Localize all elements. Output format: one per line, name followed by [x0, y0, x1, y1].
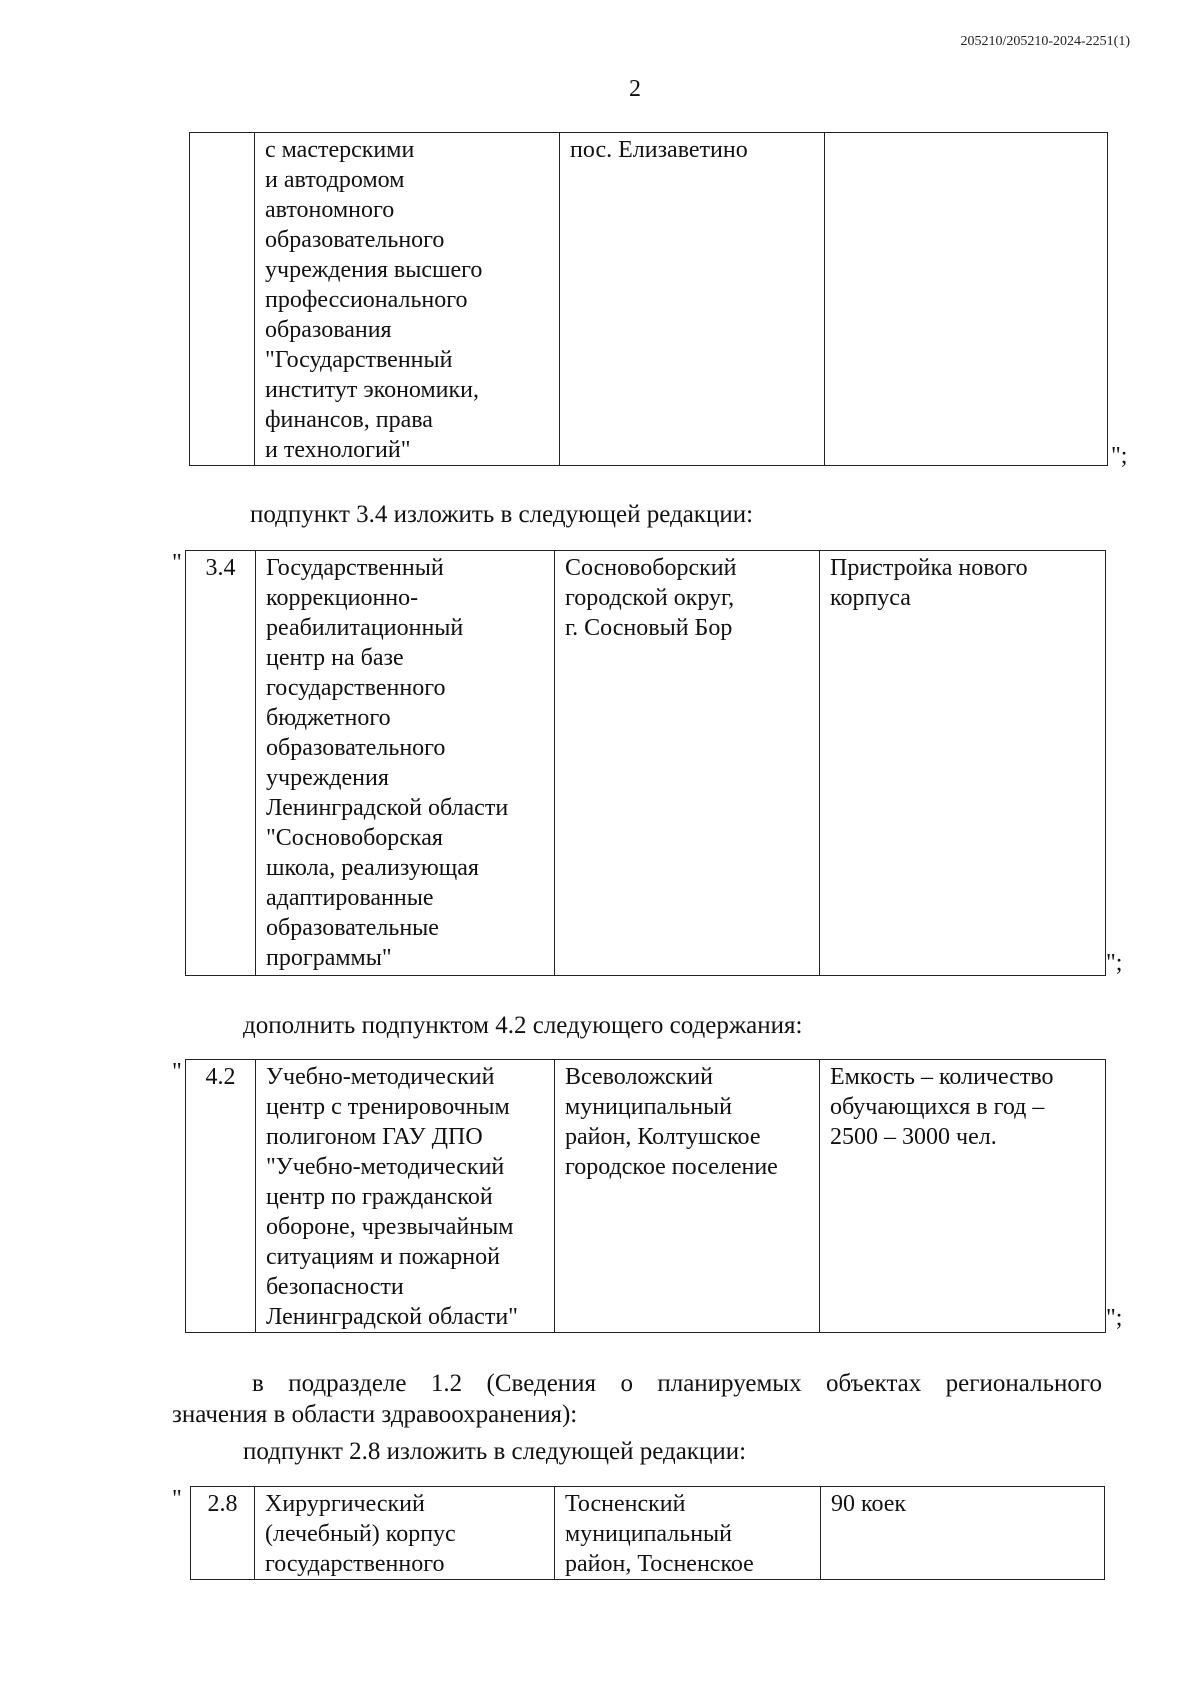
closing-quote: "; [1111, 443, 1128, 469]
paragraph-subitem-4-2: дополнить подпунктом 4.2 следующего содержания: [243, 1012, 803, 1039]
object-name: Учебно-методический центр с тренировочным полигоном ГАУ ДПО "Учебно-методический центр по гражданской обороне, чрезвычайным ситуациям и пожарной безопасности Ленинградской области" [266, 1064, 518, 1330]
location-cell [555, 1060, 820, 1333]
object-name-cell [255, 1487, 555, 1580]
paragraph-subsection-1-2 [172, 1368, 1102, 1430]
object-name: Хирургический (лечебный) корпус государственного [265, 1491, 456, 1577]
object-name: с мастерскими и автодромом автономного образовательного учреждения высшего профессионального образования "Государственный институт экономики, финансов, права и технологий" [265, 137, 483, 463]
table-row [186, 1060, 1106, 1333]
table-continuation [189, 132, 1108, 466]
location-cell [560, 133, 825, 466]
location: Тосненский муниципальный район, Тосненское [565, 1491, 754, 1577]
object-name-cell [256, 1060, 555, 1333]
characteristics-cell [820, 1060, 1106, 1333]
location-cell [555, 551, 820, 976]
row-number-cell: 3.4 [186, 551, 256, 976]
characteristics: 90 коек [831, 1491, 907, 1517]
table-row [186, 551, 1106, 976]
location: Сосновоборский городской округ, г. Сосновый Бор [565, 555, 737, 641]
paragraph-line: значения в области здравоохранения): [172, 1401, 578, 1428]
row-number-cell: 4.2 [186, 1060, 256, 1333]
row-number-cell: 2.8 [191, 1487, 255, 1580]
characteristics: Емкость – количество обучающихся в год – 2500 – 3000 чел. [830, 1064, 1054, 1150]
paragraph-line: в подразделе 1.2 (Сведения о планируемых объектах регионального [252, 1370, 1102, 1397]
page-number: 2 [629, 76, 641, 102]
closing-quote: "; [1106, 1305, 1123, 1331]
object-name-cell [256, 551, 555, 976]
paragraph-subitem-3-4: подпункт 3.4 изложить в следующей редакции: [250, 501, 754, 528]
paragraph-subitem-2-8: подпункт 2.8 изложить в следующей редакции: [243, 1438, 747, 1465]
document-id: 205210/205210-2024-2251(1) [960, 34, 1130, 49]
closing-quote: "; [1106, 950, 1123, 976]
location: Всеволожский муниципальный район, Колтушское городское поселение [565, 1064, 778, 1180]
opening-quote: " [172, 1486, 182, 1512]
table-row [190, 133, 1108, 466]
location-cell [555, 1487, 821, 1580]
object-name-cell [255, 133, 560, 466]
object-name: Государственный коррекционно- реабилитационный центр на базе государственного бюджетного образовательного учреждения Ленинградской области "Сосновоборская школа, реализующая адаптированные образовательные программы" [266, 555, 509, 971]
location: пос. Елизаветино [570, 137, 748, 163]
table-subitem-3-4 [185, 550, 1106, 976]
table-subitem-2-8 [190, 1486, 1105, 1580]
row-number-cell [190, 133, 255, 466]
table-subitem-4-2 [185, 1059, 1106, 1333]
table-row [191, 1487, 1105, 1580]
opening-quote: " [172, 550, 182, 576]
characteristics-cell [821, 1487, 1105, 1580]
characteristics: Пристройка нового корпуса [830, 555, 1028, 611]
characteristics-cell [825, 133, 1108, 466]
opening-quote: " [172, 1059, 182, 1085]
characteristics-cell [820, 551, 1106, 976]
